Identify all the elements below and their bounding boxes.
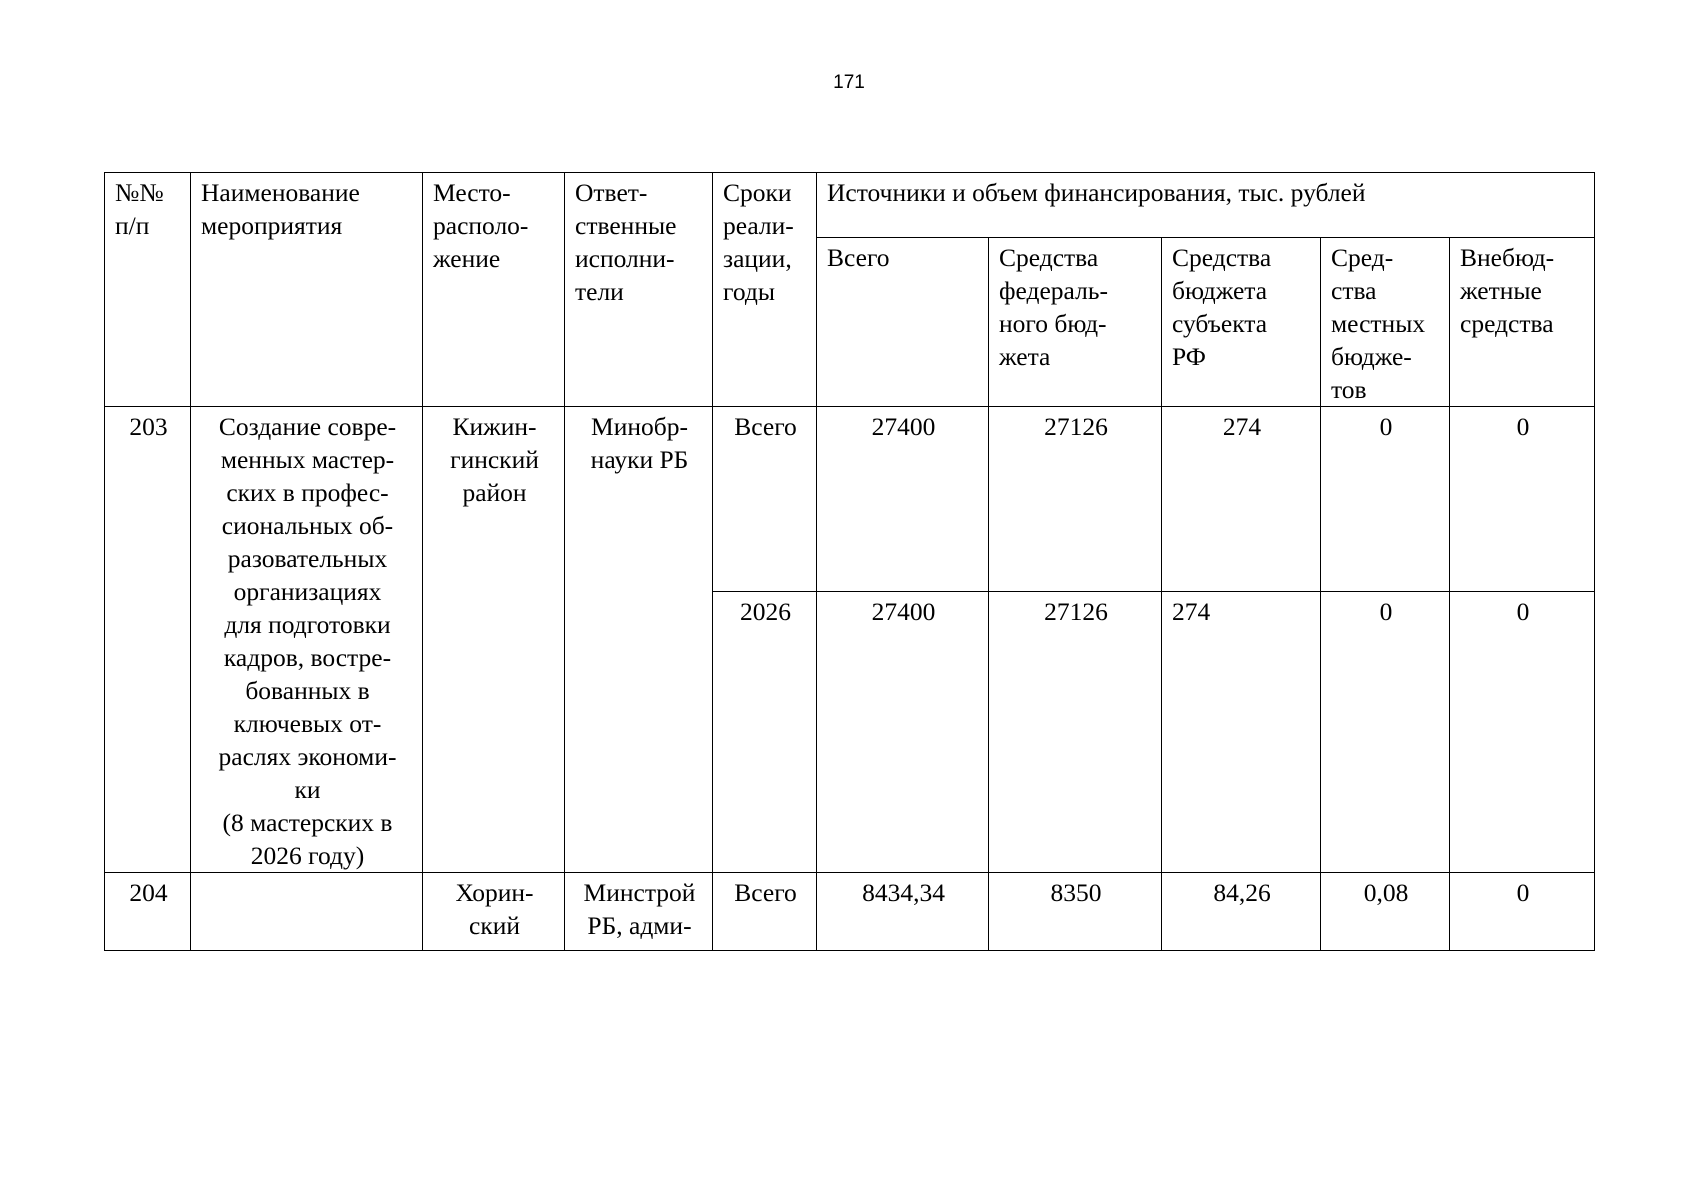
row-executors-text: Минстрой РБ, адми-: [583, 878, 696, 940]
row-subject: [1162, 873, 1321, 951]
row-location: [423, 407, 565, 873]
row-subject: [1162, 407, 1321, 592]
row-location: [423, 873, 565, 951]
header-financing-label: Источники и объем финансирования, тыс. рублей: [827, 178, 1366, 207]
row-total: [817, 592, 989, 873]
header-subject: [1162, 238, 1321, 407]
page-number: 171: [833, 72, 865, 93]
row-num-text: 204: [129, 878, 168, 907]
row-federal: [989, 873, 1162, 951]
row-total-text: 27400: [871, 597, 936, 627]
row-federal-text: 8350: [1050, 878, 1102, 907]
row-extra-text: 0: [1516, 412, 1530, 441]
row-extra: [1450, 592, 1595, 873]
row-total: [817, 407, 989, 592]
header-federal: [989, 238, 1162, 407]
header-financing: [817, 173, 1595, 238]
row-executors-text: Минобр- науки РБ: [590, 412, 689, 474]
row-name-text: Создание совре- менных мастер- ских в профес- сиональных об- разовательных организациях для подготовки кадров, востре- бованных в ключевых от- раслях экономи- ки (8 мастерских в 2026 году): [218, 412, 397, 870]
row-local: [1321, 407, 1450, 592]
row-extra: [1450, 873, 1595, 951]
header-num: [105, 173, 191, 407]
row-term-text: 2026: [740, 597, 791, 627]
row-term-text: Всего: [734, 878, 797, 907]
header-local-label: Сред- ства местных бюдже- тов: [1331, 243, 1426, 404]
header-executors-label: Ответ- ственные исполни- тели: [575, 178, 677, 306]
header-total: [817, 238, 989, 407]
header-name: [191, 173, 423, 407]
row-num-text: 203: [129, 412, 168, 441]
header-location-label: Место- располо- жение: [433, 178, 529, 273]
row-subject-text: 274: [1222, 412, 1262, 441]
row-term-text: Всего: [734, 412, 797, 441]
row-local-text: 0: [1379, 412, 1393, 441]
row-extra-text: 0: [1516, 597, 1530, 627]
row-name: [191, 873, 423, 951]
table-row: [105, 873, 1595, 951]
header-extra: [1450, 238, 1595, 407]
header-local: [1321, 238, 1450, 407]
row-total-text: 27400: [871, 412, 936, 441]
row-term: [713, 873, 817, 951]
row-federal: [989, 407, 1162, 592]
row-num: [105, 407, 191, 873]
row-term: [713, 407, 817, 592]
header-extra-label: Внебюд- жетные средства: [1460, 243, 1555, 338]
row-subject: [1162, 592, 1321, 873]
header-executors: [565, 173, 713, 407]
row-name: [191, 407, 423, 873]
header-subject-label: Средства бюджета субъекта РФ: [1172, 243, 1272, 371]
row-total: [817, 873, 989, 951]
header-name-label: Наименование мероприятия: [201, 178, 360, 240]
header-federal-label: Средства федераль- ного бюд- жета: [999, 243, 1108, 371]
row-location-text: Кижин- гинский район: [450, 412, 539, 507]
header-location: [423, 173, 565, 407]
row-extra-text: 0: [1516, 878, 1530, 907]
header-total-label: Всего: [827, 243, 890, 272]
row-local-text: 0,08: [1363, 878, 1409, 907]
header-terms-label: Сроки реали- зации, годы: [723, 178, 794, 306]
table-row: [105, 407, 1595, 592]
row-executors: [565, 873, 713, 951]
row-executors: [565, 407, 713, 873]
financing-table: [104, 172, 1595, 951]
row-local-text: 0: [1379, 597, 1393, 627]
row-location-text: Хорин- ский: [455, 878, 534, 940]
row-subject-text: 274: [1172, 597, 1211, 627]
row-federal-text: 27126: [1044, 412, 1108, 441]
row-local: [1321, 873, 1450, 951]
row-term: [713, 592, 817, 873]
row-extra: [1450, 407, 1595, 592]
row-federal: [989, 592, 1162, 873]
row-federal-text: 27126: [1044, 597, 1108, 627]
header-terms: [713, 173, 817, 407]
row-num: [105, 873, 191, 951]
header-num-label: №№ п/п: [115, 178, 164, 240]
row-subject-text: 84,26: [1213, 878, 1271, 907]
row-local: [1321, 592, 1450, 873]
row-total-text: 8434,34: [862, 878, 945, 907]
